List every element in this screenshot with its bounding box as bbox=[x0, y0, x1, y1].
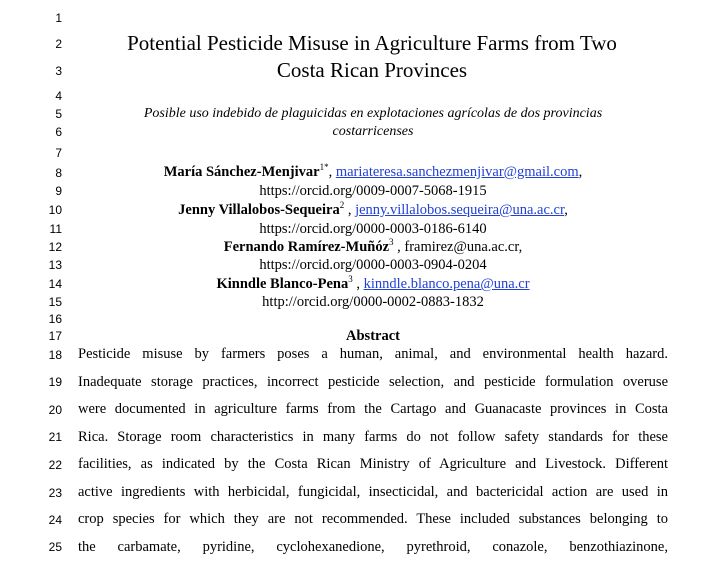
author-email: framirez@una.ac.cr bbox=[404, 239, 519, 255]
abstract-line: Pesticide misuse by farmers poses a human, animal, and environmental health hazard. bbox=[78, 346, 668, 362]
abstract-line: facilities, as indicated by the Costa Rican Ministry of Agriculture and Livestock. Different bbox=[78, 456, 668, 472]
author-name: Kinndle Blanco-Pena bbox=[216, 276, 349, 292]
abstract-line: crop species for which they are not recommended. These included substances belonging to bbox=[78, 511, 668, 527]
line-number: 6 bbox=[55, 125, 62, 139]
abstract-word: cyclohexanedione, bbox=[276, 539, 385, 555]
abstract-word: conazole, bbox=[492, 539, 548, 555]
line-number: 16 bbox=[48, 312, 62, 326]
line-number: 11 bbox=[49, 222, 62, 236]
author-affiliation: 2 bbox=[339, 200, 345, 211]
abstract-line: Inadequate storage practices, incorrect pesticide selection, and pesticide formulation overuse bbox=[78, 374, 668, 390]
author-orcid: https://orcid.org/0009-0007-5068-1915 bbox=[259, 183, 487, 199]
line-number: 12 bbox=[48, 240, 62, 254]
abstract-word: pyrethroid, bbox=[406, 539, 471, 555]
line-number: 9 bbox=[55, 184, 62, 198]
spanish-title-line-1: Posible uso indebido de plaguicidas en explotaciones agrícolas de dos provincias bbox=[143, 106, 603, 121]
abstract-word: carbamate, bbox=[117, 539, 181, 555]
line-number: 24 bbox=[48, 513, 62, 527]
abstract-line: were documented in agriculture farms from the Cartago and Guanacaste provinces in Costa bbox=[78, 401, 668, 417]
abstract-line bbox=[78, 539, 668, 556]
spanish-title-line-2: costarricenses bbox=[332, 124, 414, 139]
author-affiliation: 3 bbox=[389, 237, 394, 248]
line-number: 14 bbox=[48, 277, 62, 291]
author-email-link[interactable]: kinndle.blanco.pena@una.cr bbox=[363, 276, 530, 292]
abstract-line: active ingredients with herbicidal, fungicidal, insecticidal, and bactericidal action are used in bbox=[78, 484, 668, 500]
line-number: 17 bbox=[48, 329, 62, 343]
author-name: Fernando Ramírez-Muñóz bbox=[223, 239, 390, 255]
line-number: 15 bbox=[48, 295, 62, 309]
author-line: Fernando Ramírez-Muñóz$^3$ , framirez@una.ac.cr, bbox=[223, 237, 523, 255]
line-number: 21 bbox=[48, 430, 62, 444]
author-name: María Sánchez-Menjivar bbox=[163, 164, 320, 180]
abstract-word: the bbox=[78, 539, 96, 555]
abstract-word: pyridine, bbox=[202, 539, 255, 555]
line-number: 2 bbox=[55, 37, 62, 51]
author-line: María Sánchez-Menjivar$^{1*}$, mariateresa.sanchezmenjivar@gmail.com, bbox=[163, 162, 583, 180]
line-number: 13 bbox=[48, 258, 62, 272]
author-name: Jenny Villalobos-Sequeira bbox=[178, 202, 340, 218]
line-number: 23 bbox=[48, 486, 62, 500]
line-number: 25 bbox=[48, 540, 62, 554]
abstract-word: benzothiazinone, bbox=[569, 539, 668, 555]
author-affiliation: 3 bbox=[348, 274, 353, 285]
line-number: 8 bbox=[55, 166, 62, 180]
line-number: 10 bbox=[48, 203, 62, 217]
paper-title-line-1: Potential Pesticide Misuse in Agriculture Farms from Two bbox=[127, 31, 617, 55]
line-number: 22 bbox=[48, 458, 62, 472]
author-orcid: http://orcid.org/0000-0002-0883-1832 bbox=[262, 294, 484, 310]
line-number: 5 bbox=[55, 107, 62, 121]
author-orcid: https://orcid.org/0000-0003-0186-6140 bbox=[259, 221, 487, 237]
line-number: 7 bbox=[55, 146, 62, 160]
author-email-link[interactable]: mariateresa.sanchezmenjivar@gmail.com bbox=[335, 164, 579, 180]
line-number: 1 bbox=[55, 11, 62, 25]
line-number: 20 bbox=[48, 403, 62, 417]
paper-title-line-2: Costa Rican Provinces bbox=[276, 58, 468, 82]
author-line: Jenny Villalobos-Sequeira$^2$ , jenny.villalobos.sequeira@una.ac.cr, bbox=[178, 200, 568, 218]
author-orcid: https://orcid.org/0000-0003-0904-0204 bbox=[259, 257, 487, 273]
line-number: 18 bbox=[48, 348, 62, 362]
abstract-line: Rica. Storage room characteristics in many farms do not follow safety standards for these bbox=[78, 429, 668, 445]
abstract-heading: Abstract bbox=[346, 328, 400, 344]
author-email-link[interactable]: jenny.villalobos.sequeira@una.ac.cr bbox=[355, 202, 565, 218]
line-number: 3 bbox=[55, 64, 62, 78]
line-number: 19 bbox=[48, 375, 62, 389]
line-number: 4 bbox=[55, 89, 62, 103]
author-affiliation: 1* bbox=[319, 162, 329, 173]
author-line: Kinndle Blanco-Pena$^3$ , kinndle.blanco.pena@una.cr bbox=[216, 274, 530, 292]
